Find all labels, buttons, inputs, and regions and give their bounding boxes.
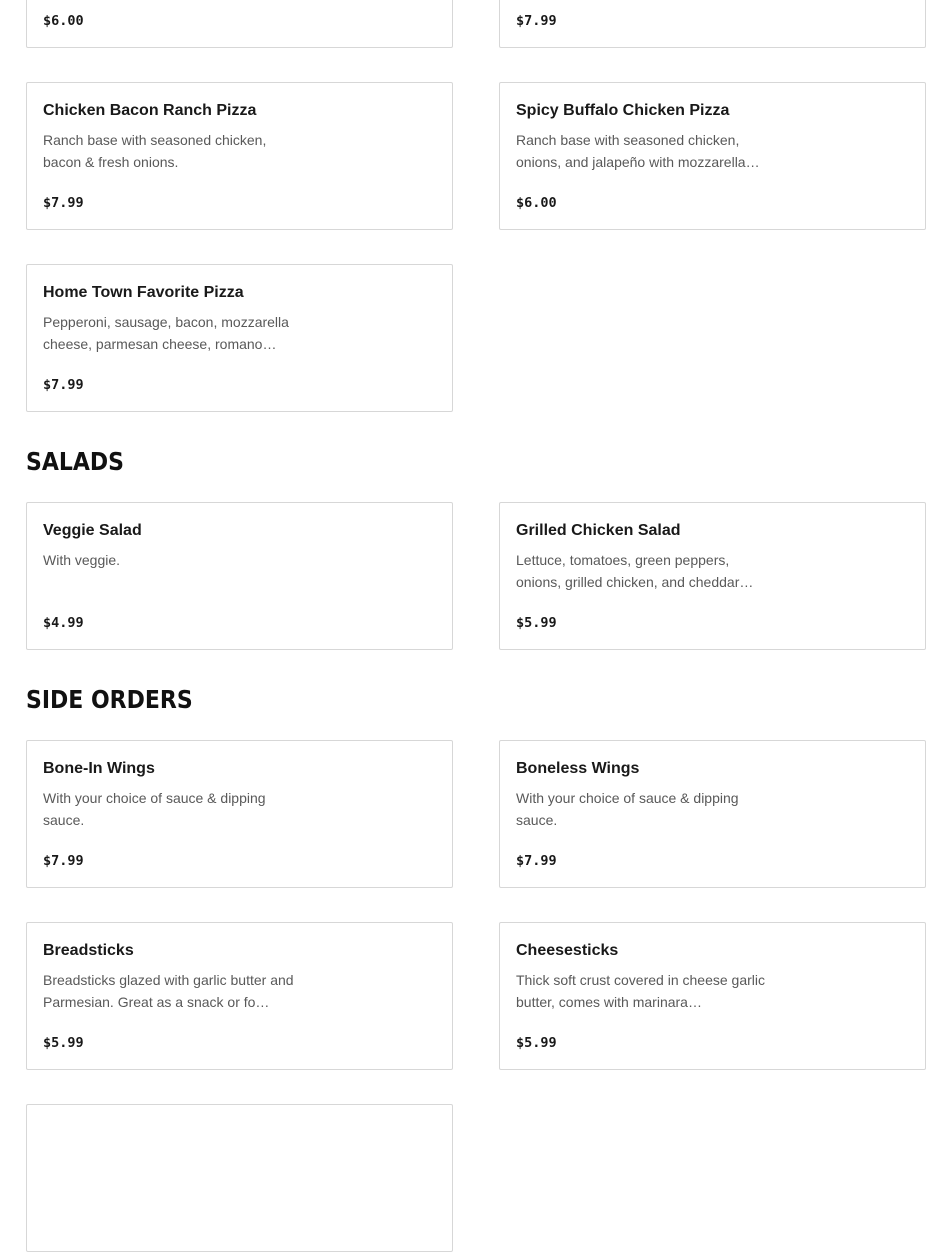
menu-item-card[interactable] xyxy=(499,502,926,650)
menu-item-card[interactable] xyxy=(26,0,453,48)
item-name: Chicken Bacon Ranch Pizza xyxy=(43,102,257,119)
item-price: $6.00 xyxy=(516,195,557,211)
item-price: $7.99 xyxy=(43,195,84,211)
item-price: $7.99 xyxy=(43,853,84,869)
item-price: $4.99 xyxy=(43,615,84,631)
item-description: Ranch base with seasoned chicken, onions, and jalapeño with mozzarella… xyxy=(516,132,760,170)
item-name: Breadsticks xyxy=(43,942,134,959)
menu-item-card[interactable] xyxy=(499,82,926,230)
section-title-salads: SALADS xyxy=(26,447,125,476)
item-description: With veggie. xyxy=(43,552,121,568)
menu-item-card[interactable] xyxy=(26,502,453,650)
item-description: Thick soft crust covered in cheese garlic butter, comes with marinara… xyxy=(516,972,765,1010)
item-name: Grilled Chicken Salad xyxy=(516,522,681,539)
menu-item-card[interactable] xyxy=(26,264,453,412)
item-description: Breadsticks glazed with garlic butter and Parmesian. Great as a snack or fo… xyxy=(43,972,294,1010)
section-title-side-orders: SIDE ORDERS xyxy=(26,685,193,714)
item-description: Lettuce, tomatoes, green peppers, onions, grilled chicken, and cheddar… xyxy=(516,552,754,590)
item-name: Home Town Favorite Pizza xyxy=(43,284,244,301)
item-price: $5.99 xyxy=(43,1035,84,1051)
item-description: Ranch base with seasoned chicken, bacon & fresh onions. xyxy=(43,132,267,170)
item-price: $6.00 xyxy=(43,13,84,29)
item-price: $5.99 xyxy=(516,615,557,631)
item-name: Boneless Wings xyxy=(516,760,640,777)
item-price: $7.99 xyxy=(43,377,84,393)
item-price: $7.99 xyxy=(516,853,557,869)
item-price: $5.99 xyxy=(516,1035,557,1051)
menu-item-card[interactable] xyxy=(26,740,453,888)
menu-item-card[interactable] xyxy=(26,1104,453,1252)
item-description: Pepperoni, sausage, bacon, mozzarella cheese, parmesan cheese, romano… xyxy=(43,314,289,352)
menu-item-card[interactable] xyxy=(499,922,926,1070)
menu-item-card[interactable] xyxy=(26,922,453,1070)
item-name: Veggie Salad xyxy=(43,522,142,539)
item-name: Cheesesticks xyxy=(516,942,619,959)
menu-item-card[interactable] xyxy=(499,0,926,48)
item-name: Spicy Buffalo Chicken Pizza xyxy=(516,102,730,119)
item-description: With your choice of sauce & dipping sauce. xyxy=(43,790,266,828)
item-price: $7.99 xyxy=(516,13,557,29)
item-name: Bone-In Wings xyxy=(43,760,155,777)
item-description: With your choice of sauce & dipping sauce. xyxy=(516,790,739,828)
menu-item-card[interactable] xyxy=(499,740,926,888)
menu-item-card[interactable] xyxy=(26,82,453,230)
